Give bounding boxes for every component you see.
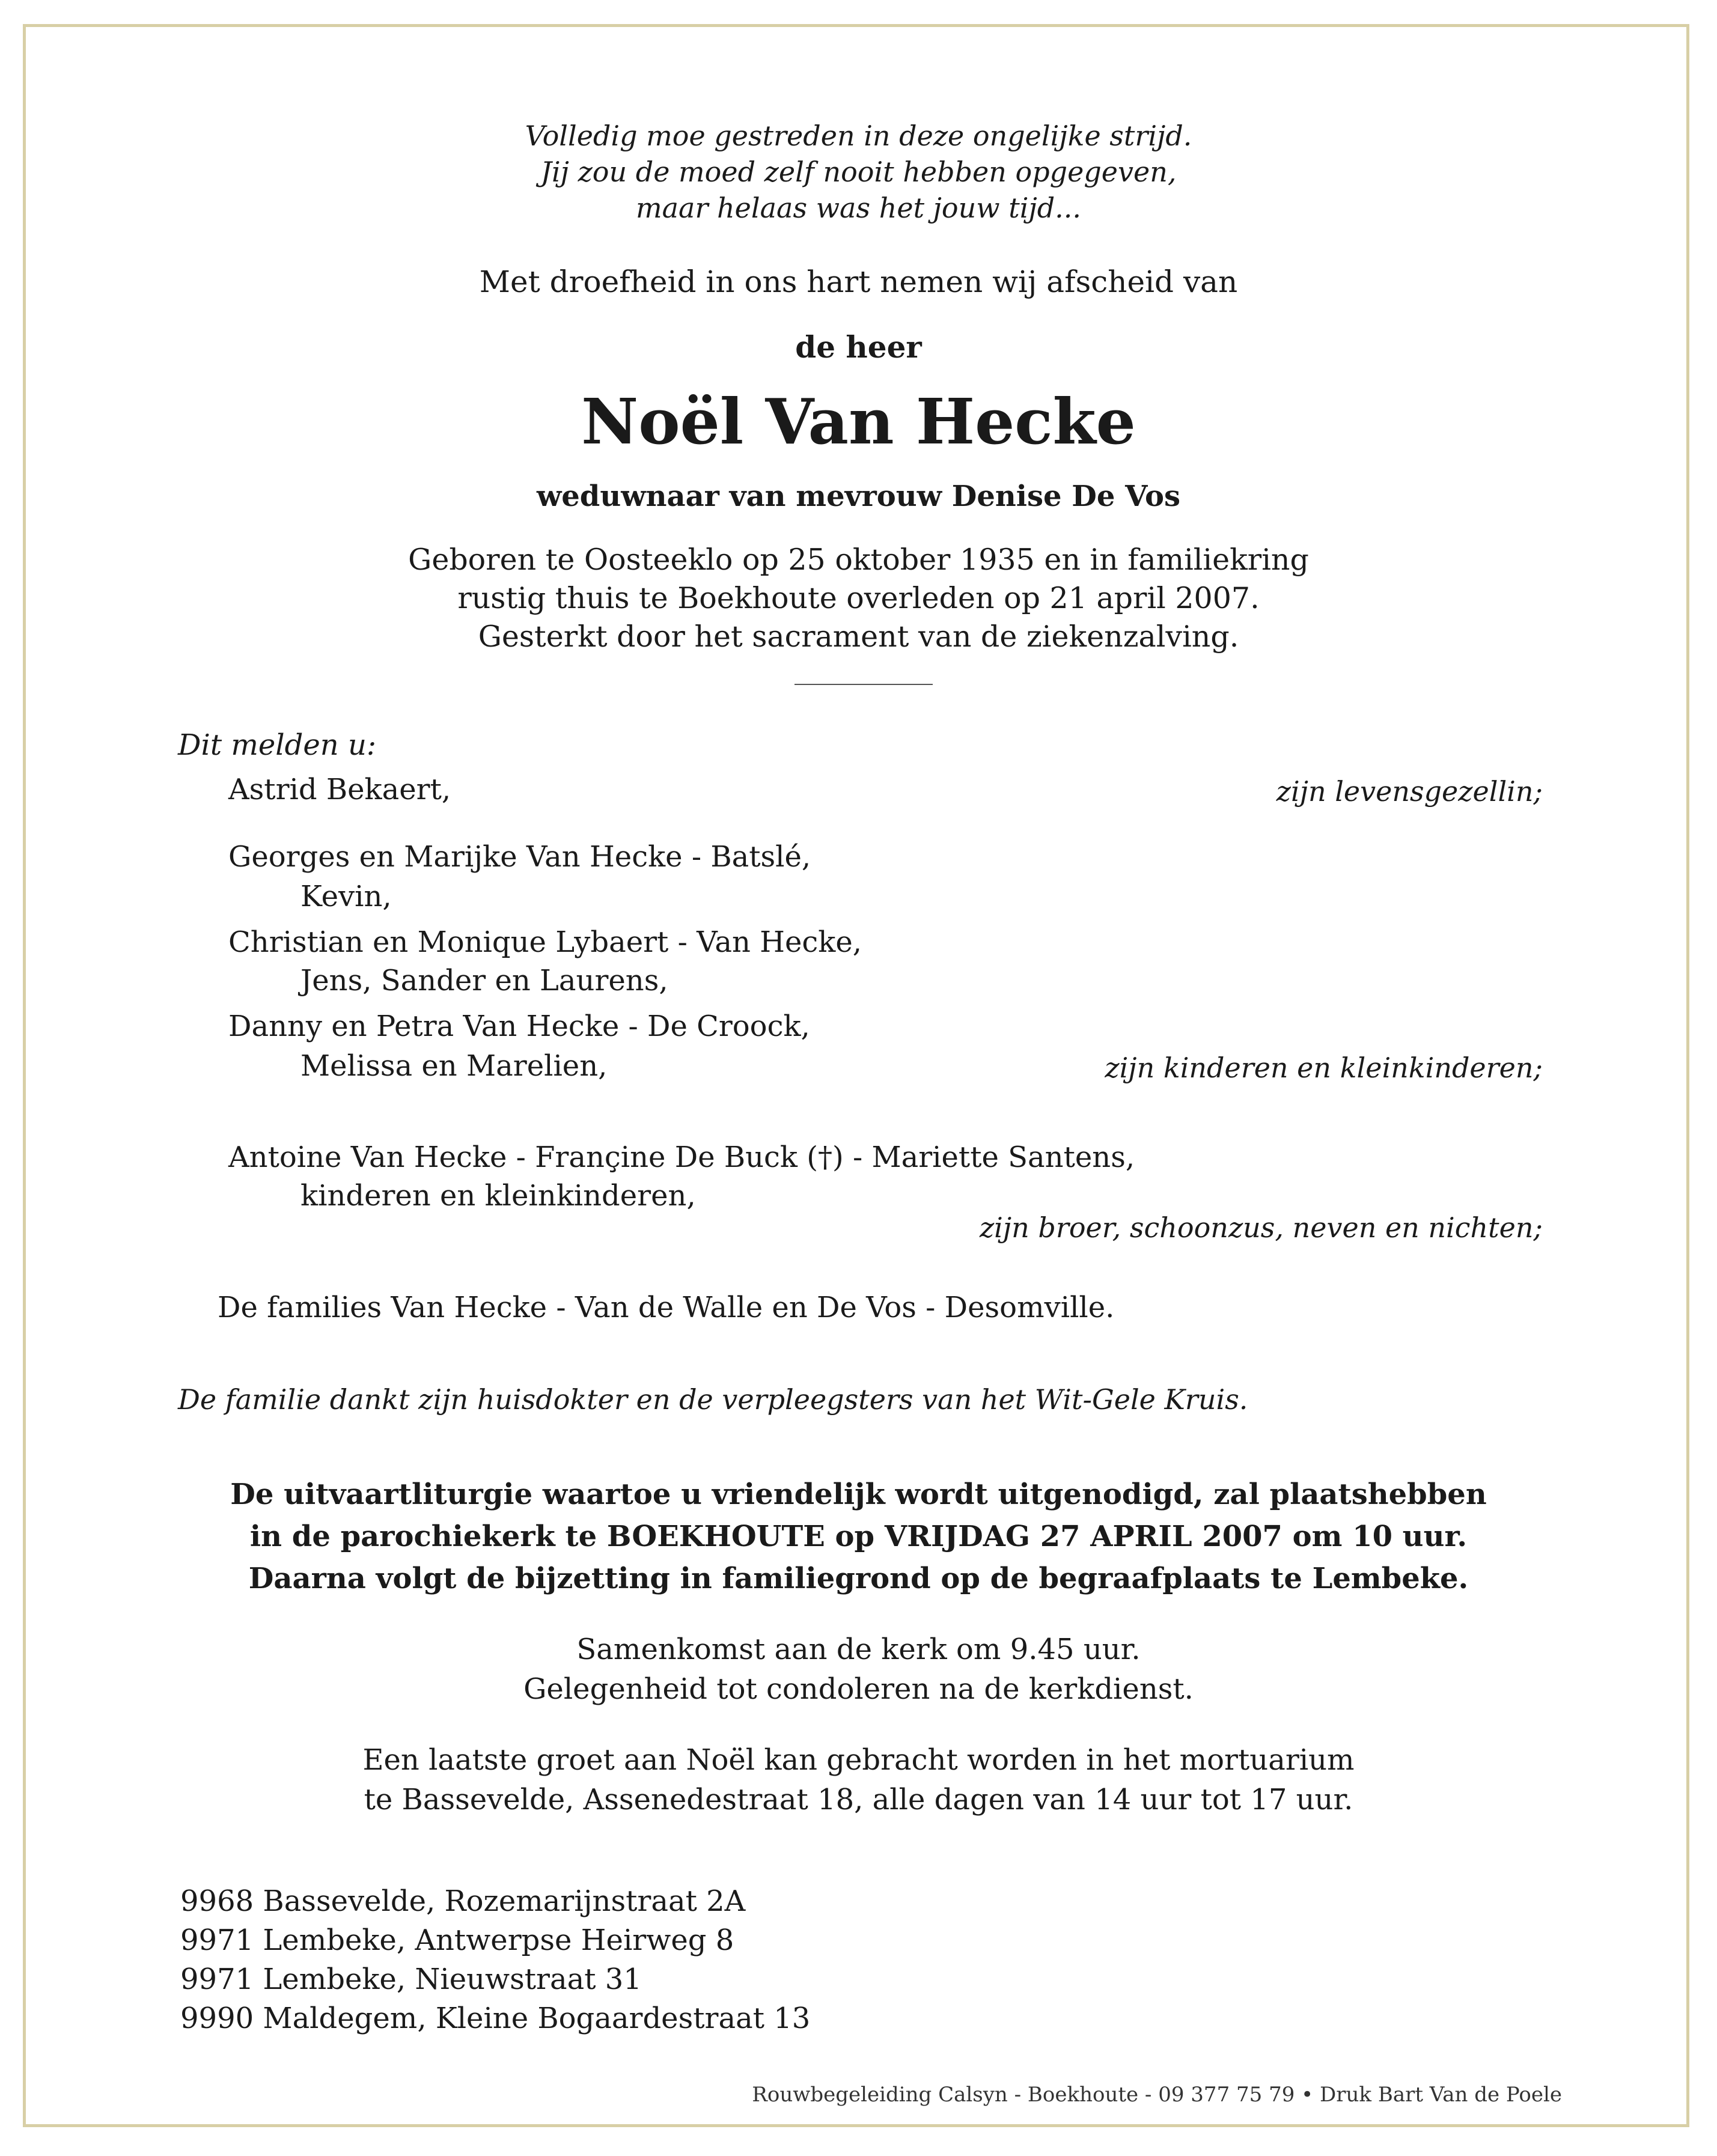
service-line: in de parochiekerk te BOEKHOUTE op VRIJDAG 27 APRIL 2007 om 10 uur. — [249, 1520, 1468, 1553]
family-lines: De families Van Hecke - Van de Walle en De Vos - Desomville. — [218, 1291, 1115, 1324]
announce-label: Dit melden u: — [178, 728, 377, 762]
service-line: Daarna volgt de bijzetting in familiegrond op de begraafplaats te Lembeke. — [248, 1562, 1469, 1595]
mortuary-line: Een laatste groet aan Noël kan gebracht worden in het mortuarium — [362, 1743, 1355, 1777]
printer-footer: Rouwbegeleiding Calsyn - Boekhoute - 09 377 75 79 • Druk Bart Van de Poele — [752, 2083, 1562, 2107]
meeting-line: Samenkomst aan de kerk om 9.45 uur. — [576, 1633, 1141, 1666]
family-grandchildren: Melissa en Marelien, — [300, 1049, 608, 1083]
funeral-service — [0, 1473, 1717, 1600]
family-grandchildren: Jens, Sander en Laurens, — [300, 964, 668, 997]
divider-line — [794, 684, 933, 685]
family-partner: Astrid Bekaert, — [228, 773, 451, 806]
mortuary-info — [0, 1740, 1717, 1820]
meeting-line: Gelegenheid tot condoleren na de kerkdienst. — [523, 1672, 1194, 1706]
bio-line: Gesterkt door het sacrament van de ziekenzalving. — [478, 620, 1239, 654]
address-line: 9968 Bassevelde, Rozemarijnstraat 2A — [180, 1884, 746, 1918]
poem-line: maar helaas was het jouw tijd... — [635, 192, 1082, 224]
relation-partner: zijn levensgezellin; — [1276, 775, 1543, 808]
intro-text: Met droefheid in ons hart nemen wij afscheid van — [479, 264, 1238, 299]
meeting-info — [0, 1630, 1717, 1709]
address-line: 9971 Lembeke, Antwerpse Heirweg 8 — [180, 1923, 734, 1957]
service-line: De uitvaartliturgie waartoe u vriendelijk wordt uitgenodigd, zal plaatshebben — [230, 1478, 1487, 1511]
family-brother-descendants: kinderen en kleinkinderen, — [300, 1179, 696, 1213]
bio-line: Geboren te Oosteeklo op 25 oktober 1935 en in familiekring — [408, 543, 1309, 577]
deceased-name: Noël Van Hecke — [581, 385, 1136, 458]
family-child: Georges en Marijke Van Hecke - Batslé, — [228, 840, 811, 874]
address-list — [180, 1882, 810, 2038]
address-line: 9990 Maldegem, Kleine Bogaardestraat 13 — [180, 2002, 811, 2035]
honorific: de heer — [795, 329, 922, 365]
poem-line: Volledig moe gestreden in deze ongelijke strijd. — [525, 120, 1192, 152]
biography — [0, 541, 1717, 656]
poem — [0, 118, 1717, 226]
relation-children: zijn kinderen en kleinkinderen; — [1105, 1052, 1543, 1084]
family-child: Christian en Monique Lybaert - Van Hecke, — [228, 925, 862, 959]
family-child: Danny en Petra Van Hecke - De Croock, — [228, 1009, 810, 1043]
thanks-text: De familie dankt zijn huisdokter en de verpleegsters van het Wit-Gele Kruis. — [178, 1383, 1248, 1416]
bio-line: rustig thuis te Boekhoute overleden op 21 april 2007. — [457, 581, 1260, 615]
family-grandchildren: Kevin, — [300, 880, 392, 913]
relation-brother: zijn broer, schoonzus, neven en nichten; — [979, 1211, 1543, 1244]
address-line: 9971 Lembeke, Nieuwstraat 31 — [180, 1963, 642, 1996]
widower-line: weduwnaar van mevrouw Denise De Vos — [536, 480, 1181, 513]
mortuary-line: te Bassevelde, Assenedestraat 18, alle dagen van 14 uur tot 17 uur. — [364, 1783, 1353, 1816]
poem-line: Jij zou de moed zelf nooit hebben opgegeven, — [540, 156, 1177, 188]
family-brother: Antoine Van Hecke - Françine De Buck (†) - Mariette Santens, — [228, 1140, 1135, 1174]
